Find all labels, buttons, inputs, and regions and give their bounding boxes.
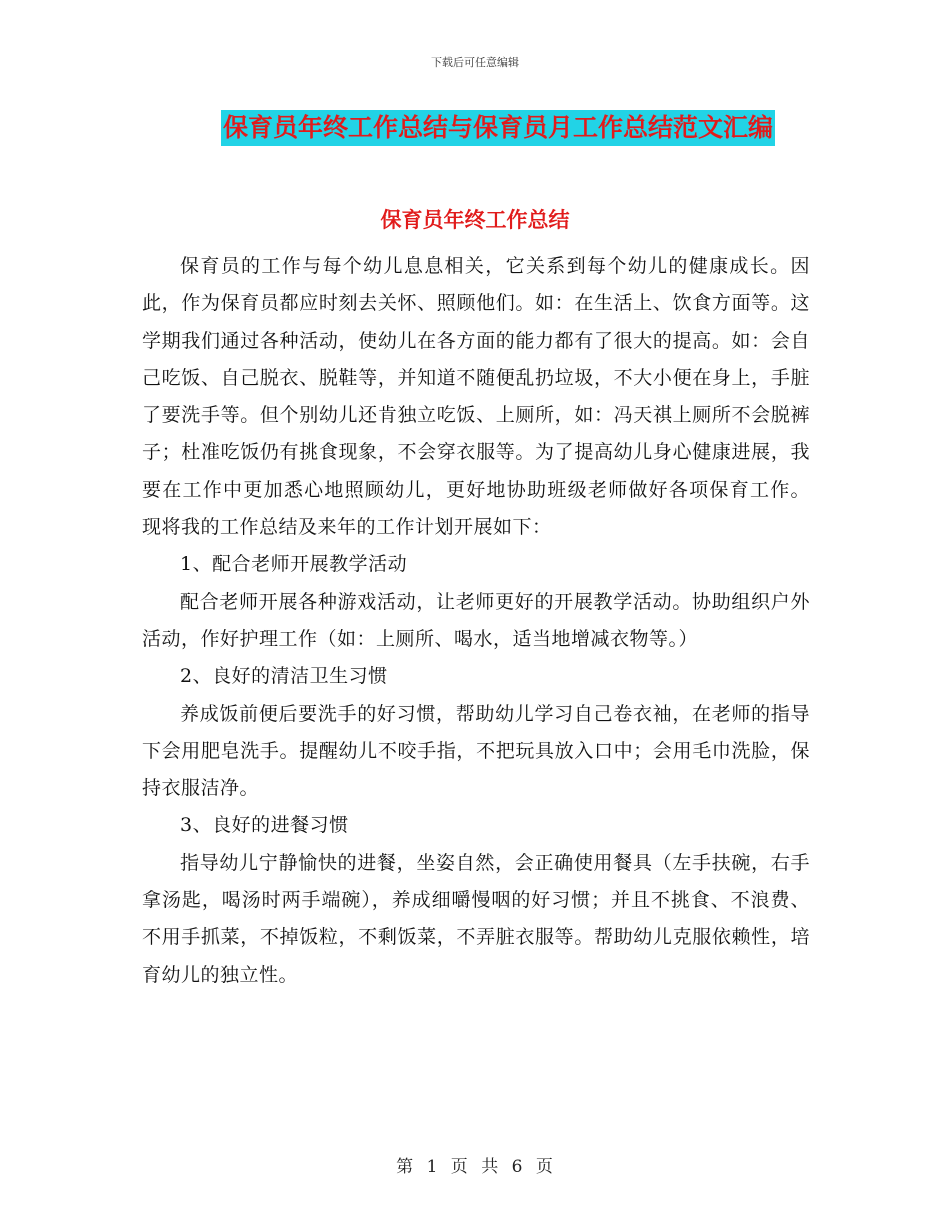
page-footer [0, 1152, 950, 1177]
document-body [142, 248, 810, 994]
doc-title-container [0, 110, 950, 146]
footer-page-word: 页 [450, 1157, 469, 1177]
paragraph-2: 养成饭前便后要洗手的好习惯，帮助幼儿学习自己卷衣袖，在老师的指导下会用肥皂洗手。提醒幼儿不咬手指，不把玩具放入口中；会用毛巾洗脸，保持衣服洁净。 [142, 702, 810, 800]
list-item-heading-1: 1、配合老师开展教学活动 [180, 553, 408, 576]
header-note: 下载后可任意编辑 [431, 56, 519, 69]
footer-suffix: 页 [535, 1157, 554, 1177]
doc-title: 保育员年终工作总结与保育员月工作总结范文汇编 [221, 110, 775, 146]
footer-prefix: 第 [396, 1157, 415, 1177]
paragraph-3: 指导幼儿宁静愉快的进餐，坐姿自然，会正确使用餐具（左手扶碗，右手拿汤匙，喝汤时两手端碗），养成细嚼慢咽的好习惯；并且不挑食、不浪费、不用手抓菜，不掉饭粒，不剩饭菜，不弄脏衣服等。帮助幼儿克服依赖性，培育幼儿的独立性。 [142, 851, 810, 986]
section-title: 保育员年终工作总结 [380, 208, 570, 232]
paragraph-intro: 保育员的工作与每个幼儿息息相关，它关系到每个幼儿的健康成长。因此，作为保育员都应时刻去关怀、照顾他们。如：在生活上、饮食方面等。这学期我们通过各种活动，使幼儿在各方面的能力都有了很大的提高。如：会自己吃饭、自己脱衣、脱鞋等，并知道不随便乱扔垃圾，不大小便在身上，手脏了要洗手等。但个别幼儿还肯独立吃饭、上厕所，如：冯天祺上厕所不会脱裤子；杜准吃饭仍有挑食现象，不会穿衣服等。为了提高幼儿身心健康进展，我要在工作中更加悉心地照顾幼儿，更好地协助班级老师做好各项保育工作。 现将我的工作总结及来年的工作计划开展如下： [142, 255, 810, 539]
list-item-heading-2: 2、良好的清洁卫生习惯 [180, 665, 388, 688]
footer-total-word: 共 [481, 1157, 500, 1177]
list-item-heading-3: 3、良好的进餐习惯 [180, 814, 349, 837]
footer-current-page: 1 [426, 1157, 439, 1177]
paragraph-1: 配合老师开展各种游戏活动，让老师更好的开展教学活动。协助组织户外活动，作好护理工作（如：上厕所、喝水，适当地增减衣物等。） [142, 590, 810, 650]
footer-total-pages: 6 [511, 1157, 524, 1177]
